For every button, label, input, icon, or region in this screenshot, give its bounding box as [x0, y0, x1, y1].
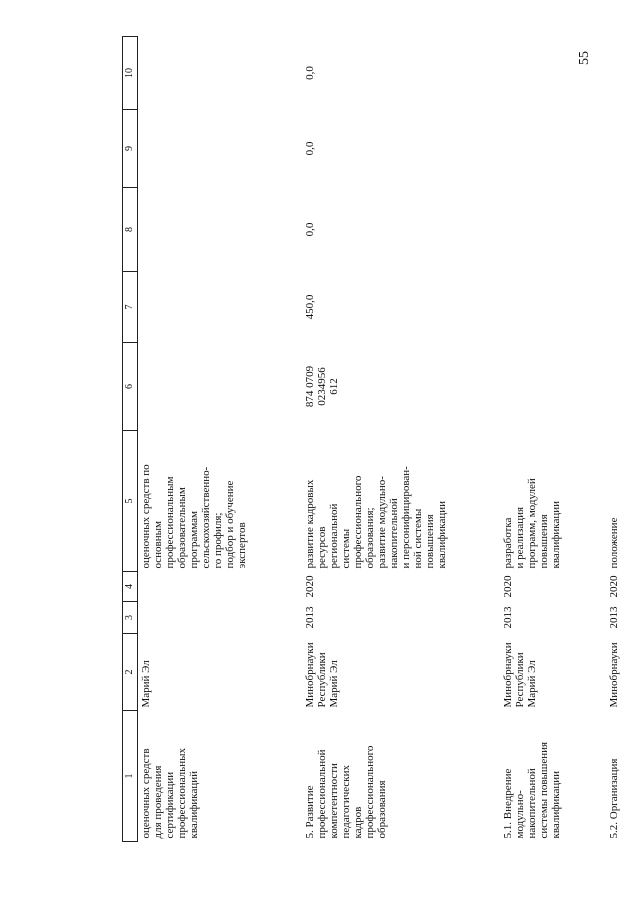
column-number: 9 — [123, 110, 138, 188]
cell-line: оценочных средств — [140, 748, 152, 839]
column-number-row — [123, 37, 138, 842]
start-year-cell — [138, 602, 303, 634]
cell-line: накопительной — [388, 498, 400, 569]
cell-line: системы — [340, 528, 352, 569]
cell-line: квалификации — [550, 771, 562, 839]
cell-line: го профиля; — [212, 512, 224, 569]
start-year-cell: 2013 — [502, 606, 514, 629]
cell-line: повышения — [424, 514, 436, 569]
column-number: 8 — [123, 188, 138, 272]
budget-code-cell — [302, 343, 500, 431]
amount-cell: 0,0 — [304, 222, 316, 237]
cell-line: основным — [152, 521, 164, 569]
cell-line: программ, модулей — [526, 478, 538, 569]
amount-cell — [138, 272, 303, 343]
amount-cell: 450,0 — [304, 294, 316, 320]
cell-line: сельскохозяйственно- — [200, 466, 212, 569]
cell-line: программам — [188, 511, 200, 569]
cell-line: профессиональной — [316, 749, 328, 839]
cell-line: развитие модульно- — [376, 476, 388, 569]
executor-cell — [138, 634, 303, 711]
cell-line: повышения — [538, 514, 550, 569]
cell-line: кадров — [352, 806, 364, 839]
column-number: 7 — [123, 272, 138, 343]
cell-line: образования; — [364, 507, 376, 569]
amount-cell — [138, 37, 303, 110]
column-number: 5 — [123, 431, 138, 572]
cell-line: развитие кадровых — [304, 479, 316, 569]
cell-line: разработка — [502, 517, 514, 569]
budget-code-cell — [606, 343, 628, 431]
end-year-cell: 2020 — [608, 575, 620, 598]
page-number: 55 — [577, 51, 592, 65]
cell-line: сертификации — [164, 771, 176, 839]
cell-line: Марий Эл — [140, 660, 152, 708]
amount-cell — [606, 110, 628, 188]
cell-line: Республики — [316, 652, 328, 708]
amount-cell — [606, 188, 628, 272]
expected-result-cell — [500, 431, 606, 572]
cell-line: Минобрнауки — [502, 642, 514, 708]
cell-line: Минобрнауки — [608, 642, 620, 708]
column-number: 3 — [123, 602, 138, 634]
cell-line: Минобрнауки — [304, 642, 316, 708]
cell-line: образования — [376, 780, 388, 839]
budget-code-cell — [138, 343, 303, 431]
activity-name-cell — [302, 711, 500, 842]
cell-line: положение — [608, 517, 620, 569]
table-row — [302, 37, 500, 842]
amount-cell — [606, 37, 628, 110]
column-number: 2 — [123, 634, 138, 711]
activity-name-cell — [500, 711, 606, 842]
expected-result-cell — [606, 431, 628, 572]
table-row — [500, 37, 606, 842]
cell-line: профессиональных — [176, 748, 188, 839]
cell-line: Марий Эл — [328, 660, 340, 708]
budget-code-cell — [500, 343, 606, 431]
amount-cell — [500, 110, 606, 188]
cell-line: экспертов — [236, 522, 248, 569]
start-year-cell: 2013 — [608, 606, 620, 629]
cell-line: педагогических — [340, 764, 352, 839]
end-year-cell: 2020 — [304, 575, 316, 598]
column-number: 1 — [123, 711, 138, 842]
amount-cell — [500, 272, 606, 343]
cell-line: ной системы — [412, 508, 424, 569]
cell-line: 5.1. Внедрение — [502, 768, 514, 839]
cell-line: региональной — [328, 503, 340, 569]
cell-line: профессиональным — [164, 476, 176, 569]
cell-line: компетентности — [328, 763, 340, 839]
expected-result-cell — [138, 431, 303, 572]
amount-cell — [500, 188, 606, 272]
cell-line: профессионального — [364, 745, 376, 839]
table-row — [138, 37, 303, 842]
table-body — [138, 37, 629, 842]
amount-cell: 0,0 — [304, 66, 316, 80]
amount-cell — [500, 37, 606, 110]
cell-line: системы повышения — [538, 741, 550, 839]
activity-name-cell — [606, 711, 628, 842]
amount-cell: 0,0 — [304, 141, 316, 156]
amount-cell — [138, 188, 303, 272]
cell-line: 612 — [328, 378, 340, 395]
executor-cell — [500, 634, 606, 711]
amount-cell — [138, 110, 303, 188]
amount-cell — [606, 272, 628, 343]
table-row — [606, 37, 628, 842]
start-year-cell: 2013 — [304, 606, 316, 629]
cell-line: профессионального — [352, 475, 364, 569]
cell-line: Республики — [514, 652, 526, 708]
cell-line: и персонифицирован- — [400, 466, 412, 569]
cell-line: квалификаций — [188, 771, 200, 839]
program-table — [122, 36, 628, 842]
cell-line: модульно- — [514, 790, 526, 839]
column-number: 10 — [123, 37, 138, 110]
expected-result-cell — [302, 431, 500, 572]
cell-line: ресурсов — [316, 526, 328, 569]
column-number: 6 — [123, 343, 138, 431]
end-year-cell: 2020 — [502, 575, 514, 598]
cell-line: накопительной — [526, 768, 538, 839]
cell-line: подбор и обучение — [224, 480, 236, 569]
cell-line: Марий Эл — [526, 660, 538, 708]
cell-line: 5.2. Организация — [608, 758, 620, 839]
activity-name-cell — [138, 711, 303, 842]
cell-line: 5. Развитие — [304, 785, 316, 839]
cell-line: для проведения — [152, 765, 164, 839]
cell-line: оценочных средств по — [140, 464, 152, 569]
executor-cell — [302, 634, 500, 711]
cell-line: квалификации — [550, 501, 562, 569]
cell-line: образовательным — [176, 487, 188, 569]
cell-line: и реализация — [514, 506, 526, 569]
end-year-cell — [138, 572, 303, 602]
column-number: 4 — [123, 572, 138, 602]
executor-cell — [606, 634, 628, 711]
cell-line: 0234956 — [316, 367, 328, 406]
cell-line: квалификации — [436, 501, 448, 569]
cell-line: 874 0709 — [304, 365, 316, 408]
